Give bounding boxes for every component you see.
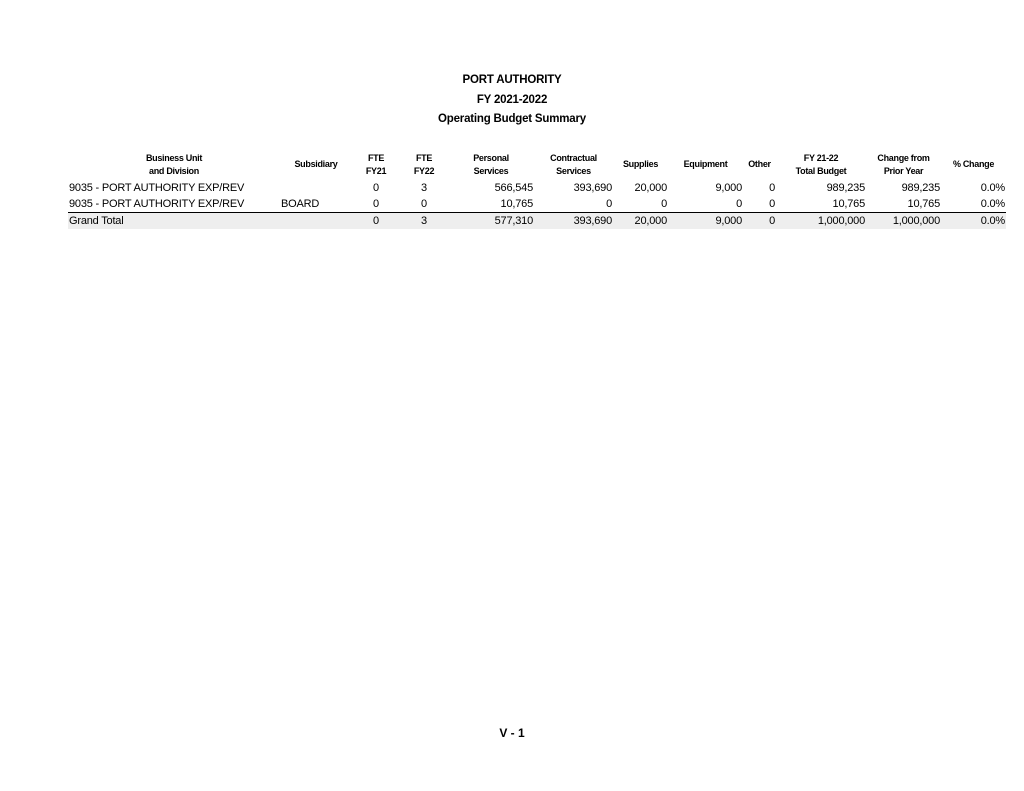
report-org-title: PORT AUTHORITY <box>462 74 562 86</box>
cell-total-budget: 10,765 <box>832 198 865 210</box>
cell-fte-fy21: 0 <box>373 198 379 210</box>
grand-total-label: Grand Total <box>68 213 280 230</box>
col-header-change-from-prior-year: Change from Prior Year <box>877 153 930 176</box>
cell-fte-fy22: 0 <box>421 198 427 210</box>
table-header-row <box>68 152 1006 180</box>
table-row <box>68 180 1006 196</box>
col-header-fte-fy22: FTE FY22 <box>413 153 435 176</box>
cell-contractual-services: 393,690 <box>573 182 612 194</box>
cell-supplies: 20,000 <box>613 213 668 230</box>
cell-business-unit: 9035 - PORT AUTHORITY EXP/REV <box>69 198 245 210</box>
col-header-supplies: Supplies <box>622 159 659 170</box>
cell-contractual-services: 0 <box>606 198 612 210</box>
cell-pct-change: 0.0% <box>980 182 1005 194</box>
col-header-contractual-services: Contractual Services <box>550 153 597 176</box>
cell-supplies: 0 <box>661 198 667 210</box>
cell-fte-fy21: 0 <box>352 213 400 230</box>
cell-personal-services: 577,310 <box>448 213 534 230</box>
col-header-business-unit: Business Unit and Division <box>145 153 203 176</box>
report-subtitle: Operating Budget Summary <box>438 113 586 125</box>
cell-subsidiary: BOARD <box>281 198 320 210</box>
cell-subsidiary <box>280 180 352 196</box>
report-header <box>0 71 1024 130</box>
page-number: V - 1 <box>499 726 525 740</box>
cell-pct-change: 0.0% <box>980 198 1005 210</box>
cell-other: 0 <box>743 213 776 230</box>
cell-supplies: 20,000 <box>634 182 667 194</box>
cell-equipment: 9,000 <box>668 213 743 230</box>
cell-pct-change: 0.0% <box>941 213 1006 230</box>
col-header-pct-change: % Change <box>952 159 995 170</box>
cell-subsidiary <box>280 213 352 230</box>
cell-other: 0 <box>769 182 775 194</box>
budget-summary-table <box>68 152 1006 229</box>
cell-other: 0 <box>769 198 775 210</box>
col-header-personal-services: Personal Services <box>473 153 509 176</box>
cell-fte-fy22: 3 <box>421 182 427 194</box>
cell-total-budget: 989,235 <box>826 182 865 194</box>
cell-change-from-prior-year: 1,000,000 <box>866 213 941 230</box>
cell-equipment: 9,000 <box>715 182 742 194</box>
cell-business-unit: 9035 - PORT AUTHORITY EXP/REV <box>69 182 245 194</box>
cell-personal-services: 10,765 <box>500 198 533 210</box>
cell-change-from-prior-year: 10,765 <box>907 198 940 210</box>
col-header-subsidiary: Subsidiary <box>294 159 338 170</box>
cell-fte-fy21: 0 <box>373 182 379 194</box>
cell-total-budget: 1,000,000 <box>776 213 866 230</box>
col-header-other: Other <box>748 159 771 170</box>
cell-fte-fy22: 3 <box>400 213 448 230</box>
grand-total-row <box>68 213 1006 230</box>
cell-contractual-services: 393,690 <box>534 213 613 230</box>
col-header-equipment: Equipment <box>683 159 728 170</box>
cell-equipment: 0 <box>736 198 742 210</box>
report-fiscal-year: FY 2021-2022 <box>476 93 548 106</box>
cell-change-from-prior-year: 989,235 <box>901 182 940 194</box>
cell-personal-services: 566,545 <box>494 182 533 194</box>
table-row <box>68 196 1006 213</box>
col-header-total-budget: FY 21-22 Total Budget <box>795 153 847 176</box>
col-header-fte-fy21: FTE FY21 <box>365 153 387 176</box>
